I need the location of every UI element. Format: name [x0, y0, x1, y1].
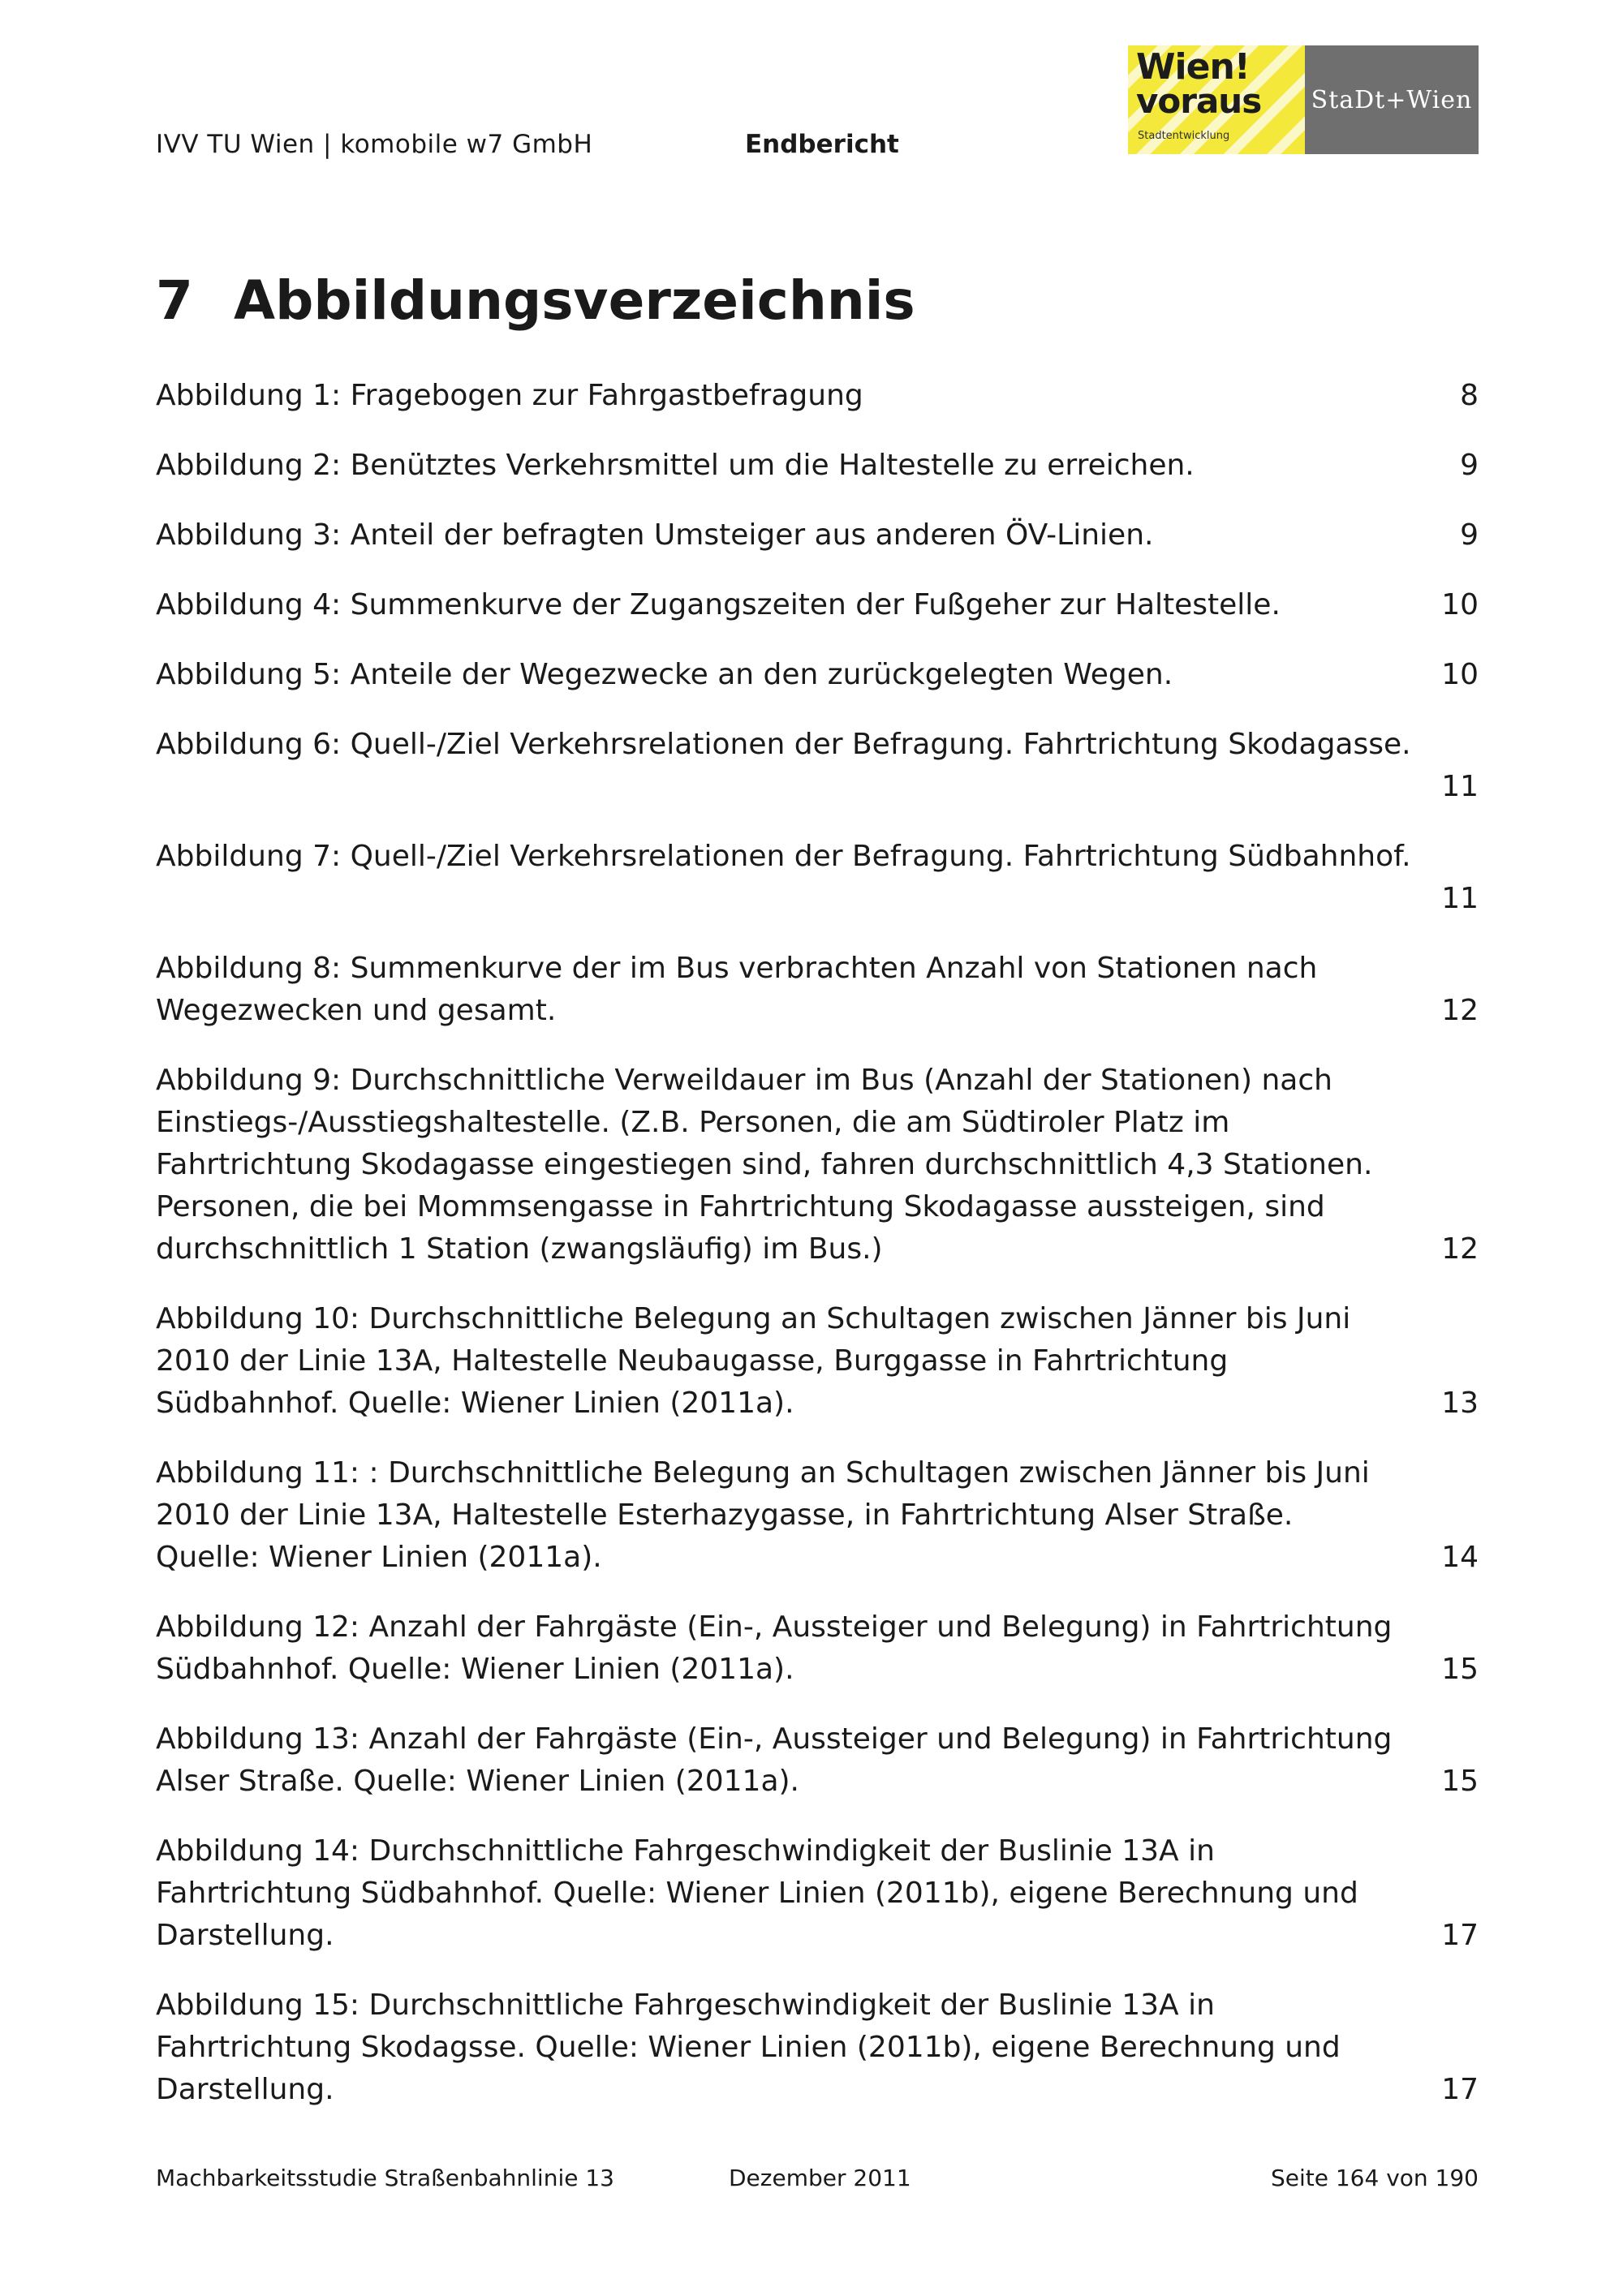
footer-title: Machbarkeitsstudie Straßenbahnlinie 13 — [156, 2165, 614, 2191]
toc-entry[interactable] — [156, 1718, 1479, 1803]
toc-entry-page: 12 — [1441, 994, 1479, 1027]
logo-wien-subtitle: Stadtentwicklung — [1138, 130, 1230, 142]
toc-entry[interactable] — [156, 724, 1479, 808]
toc-entry-page: 17 — [1441, 1919, 1479, 1952]
toc-entry-text: Abbildung 5: Anteile der Wegezwecke an den zurückgelegten Wegen. — [156, 658, 1173, 691]
header-left-text: IVV TU Wien | komobile w7 GmbH — [156, 130, 593, 159]
wien-voraus-logo — [1128, 45, 1305, 154]
toc-entry-text: Abbildung 8: Summenkurve der im Bus verbrachten Anzahl von Stationen nach Wegezwecken und gesamt. — [156, 952, 1318, 1027]
toc-entry-text: Abbildung 14: Durchschnittliche Fahrgeschwindigkeit der Buslinie 13A in Fahrtrichtung Südbahnhof. Quelle: Wiener Linien (2011b), eigene Berechnung und Darstellung. — [156, 1834, 1358, 1952]
toc-entry-text: Abbildung 6: Quell-/Ziel Verkehrsrelationen der Befragung. Fahrtrichtung Skodagasse. — [156, 728, 1411, 761]
toc-entry-page: 9 — [1460, 449, 1479, 482]
toc-entry[interactable] — [156, 1060, 1479, 1271]
toc-entry-text: Abbildung 4: Summenkurve der Zugangszeiten der Fußgeher zur Haltestelle. — [156, 588, 1281, 621]
toc-entry-page: 17 — [1441, 2073, 1479, 2106]
page-title — [156, 269, 915, 332]
toc-entry-page: 11 — [1441, 770, 1479, 803]
toc-entry-page: 10 — [1441, 588, 1479, 621]
toc-entry-text: Abbildung 7: Quell-/Ziel Verkehrsrelationen der Befragung. Fahrtrichtung Südbahnhof. — [156, 840, 1411, 873]
toc-entry[interactable] — [156, 1984, 1479, 2111]
toc-entry-text: Abbildung 11: : Durchschnittliche Belegung an Schultagen zwischen Jänner bis Juni 2010 der Linie 13A, Haltestelle Esterhazygasse, in Fahrtrichtung Alser Straße. Quelle: Wiener Linien (2011a). — [156, 1456, 1370, 1574]
toc-entry-text: Abbildung 3: Anteil der befragten Umsteiger aus anderen ÖV-Linien. — [156, 518, 1154, 552]
section-number: 7 — [156, 269, 193, 332]
section-title: Abbildungsverzeichnis — [234, 269, 915, 332]
toc-entry-page: 13 — [1441, 1387, 1479, 1420]
toc-entry-page: 11 — [1441, 882, 1479, 915]
toc-entry-page: 15 — [1441, 1765, 1479, 1798]
stadt-wien-logo — [1305, 45, 1479, 154]
footer-date: Dezember 2011 — [729, 2165, 911, 2191]
toc-entry[interactable] — [156, 514, 1479, 557]
toc-entry-text: Abbildung 10: Durchschnittliche Belegung an Schultagen zwischen Jänner bis Juni 2010 der Linie 13A, Haltestelle Neubaugasse, Burggasse in Fahrtrichtung Südbahnhof. Quelle: Wiener Linien (2011a). — [156, 1302, 1351, 1420]
toc-entry[interactable] — [156, 445, 1479, 487]
figure-list — [156, 375, 1479, 2139]
toc-entry-page: 12 — [1441, 1232, 1479, 1266]
toc-entry[interactable] — [156, 584, 1479, 626]
toc-entry[interactable] — [156, 1452, 1479, 1579]
logo-stadt-text: StaDt+Wien — [1311, 86, 1473, 114]
toc-entry[interactable] — [156, 654, 1479, 696]
logo-wien-line1: Wien! — [1136, 46, 1250, 88]
toc-entry-text: Abbildung 9: Durchschnittliche Verweildauer im Bus (Anzahl der Stationen) nach Einstiegs-/Ausstiegshaltestelle. (Z.B. Personen, die am Südtiroler Platz im Fahrtrichtung Skodagasse eingestiegen sind, fahren durchschnittlich 4,3 Stationen. Personen, die bei Mommsengasse in Fahrtrichtung Skodagasse aussteigen, sind durchschnittlich 1 Station (zwangsläufig) im Bus.) — [156, 1064, 1373, 1266]
toc-entry[interactable] — [156, 1606, 1479, 1691]
logo-wien-line2: voraus — [1136, 81, 1262, 121]
toc-entry-text: Abbildung 12: Anzahl der Fahrgäste (Ein-, Aussteiger und Belegung) in Fahrtrichtung Südbahnhof. Quelle: Wiener Linien (2011a). — [156, 1610, 1393, 1686]
toc-entry-text: Abbildung 1: Fragebogen zur Fahrgastbefragung — [156, 379, 863, 412]
toc-entry-page: 14 — [1441, 1541, 1479, 1574]
toc-entry-text: Abbildung 13: Anzahl der Fahrgäste (Ein-, Aussteiger und Belegung) in Fahrtrichtung Alser Straße. Quelle: Wiener Linien (2011a). — [156, 1722, 1393, 1798]
toc-entry-page: 8 — [1460, 379, 1479, 412]
header-center-text: Endbericht — [745, 130, 899, 159]
footer-page-number: Seite 164 von 190 — [1270, 2165, 1479, 2191]
toc-entry[interactable] — [156, 375, 1479, 417]
toc-entry[interactable] — [156, 948, 1479, 1032]
toc-entry-text: Abbildung 2: Benütztes Verkehrsmittel um die Haltestelle zu erreichen. — [156, 449, 1195, 482]
toc-entry-page: 10 — [1441, 658, 1479, 691]
toc-entry[interactable] — [156, 1830, 1479, 1957]
toc-entry[interactable] — [156, 836, 1479, 920]
toc-entry[interactable] — [156, 1298, 1479, 1425]
toc-entry-page: 15 — [1441, 1653, 1479, 1686]
toc-entry-page: 9 — [1460, 518, 1479, 552]
toc-entry-text: Abbildung 15: Durchschnittliche Fahrgeschwindigkeit der Buslinie 13A in Fahrtrichtung Skodagsse. Quelle: Wiener Linien (2011b), eigene Berechnung und Darstellung. — [156, 1989, 1341, 2106]
